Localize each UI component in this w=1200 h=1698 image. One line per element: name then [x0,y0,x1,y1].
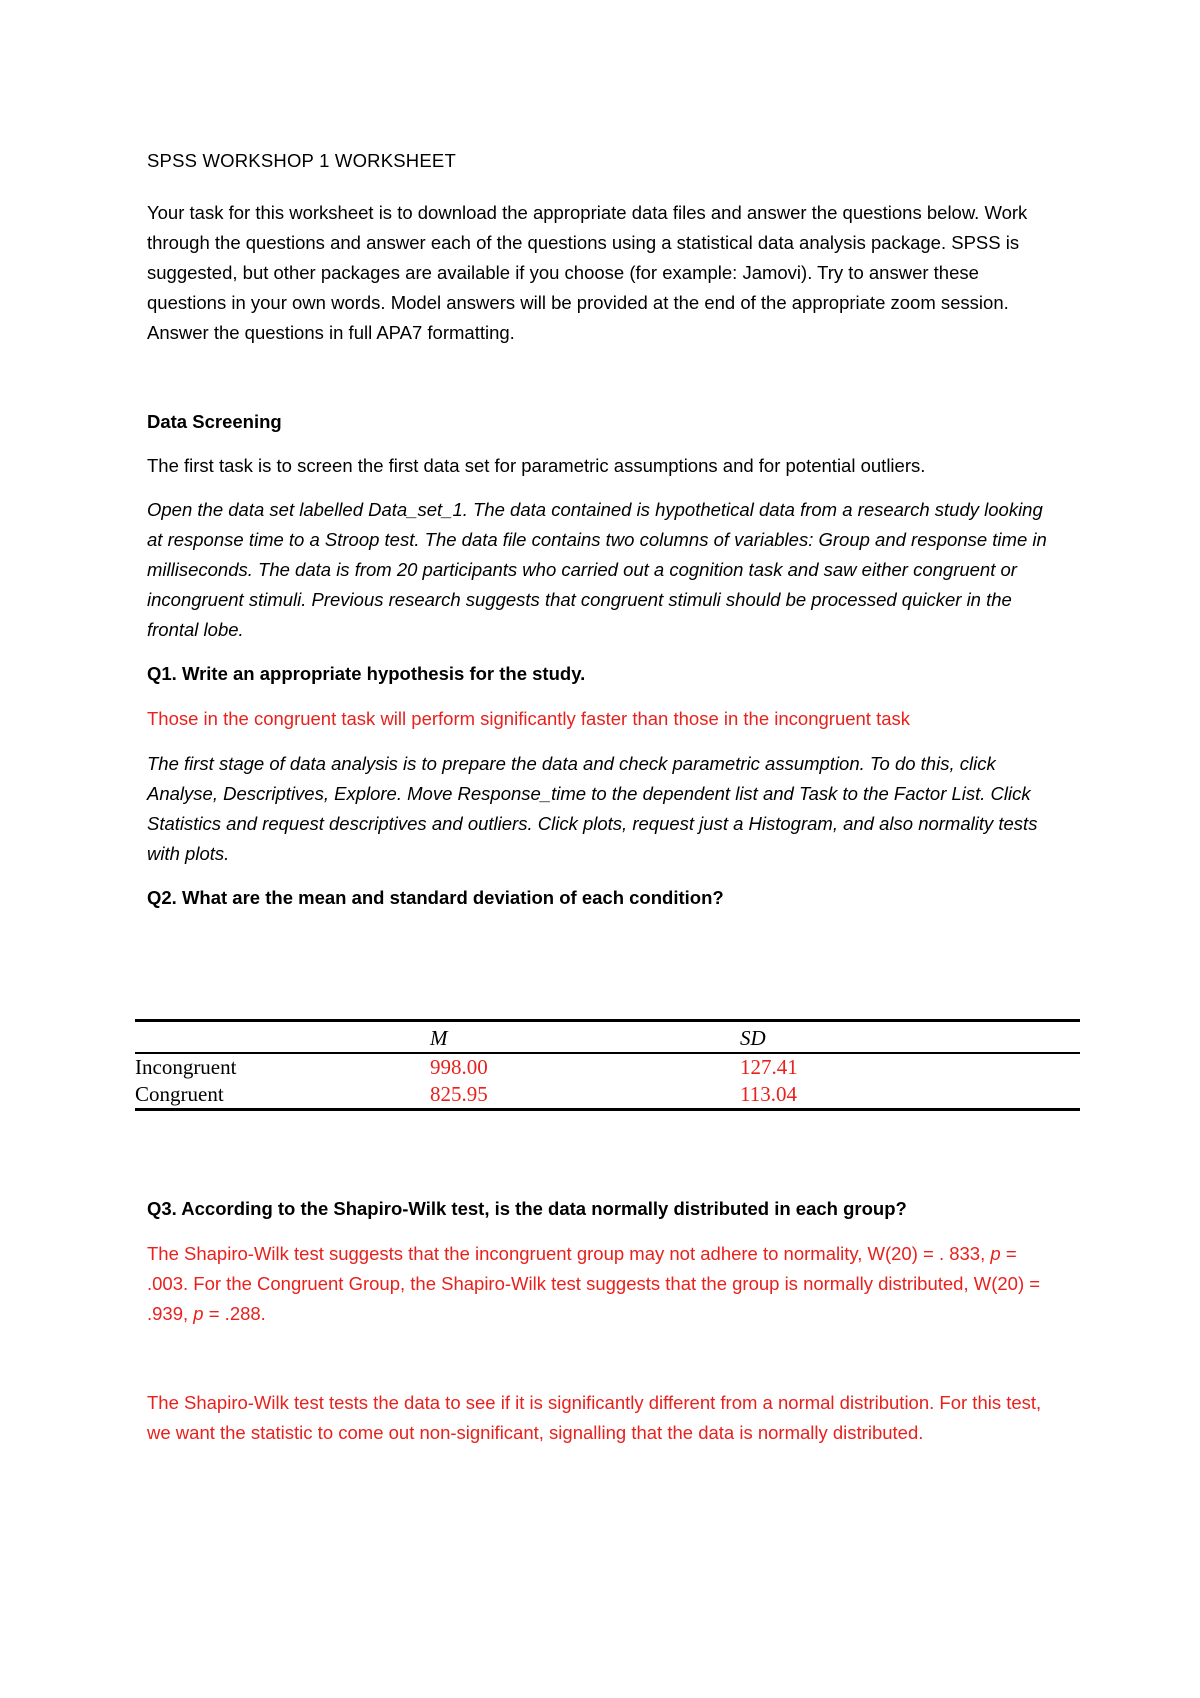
q2-question: Q2. What are the mean and standard deviation of each condition? [147,887,724,908]
table-row [135,1081,1080,1110]
q3-answer-2: The Shapiro-Wilk test tests the data to see if it is significantly different from a normal distribution. For this test, we want the statistic to come out non-significant, signalling that the data is normally distributed. [147,1392,1042,1443]
row-sd: 113.04 [740,1081,1080,1110]
q3-section [147,1194,1052,1448]
intro-paragraph: Your task for this worksheet is to download the appropriate data files and answer the questions below. Work through the questions and answer each of the questions using a statistical data analysis package. SPSS is suggested, but other packages are available if you choose (for example: Jamovi). Try to answer these questions in your own words. Model answers will be provided at the end of the appropriate zoom session. Answer the questions in full APA7 formatting. [147,202,1028,343]
row-label: Congruent [135,1081,430,1110]
q3-answer-1 [147,1239,1052,1329]
task-paragraph: The first task is to screen the first data set for parametric assumptions and for potential outliers. [147,455,926,476]
p-symbol: p [193,1303,204,1324]
row-sd: 127.41 [740,1055,798,1079]
table-header-row [135,1021,1080,1054]
analysis-instructions: The first stage of data analysis is to prepare the data and check parametric assumption. To do this, click Analyse, Descriptives, Explore. Move Response_time to the dependent list and Task to the Factor List. Click Statistics and request descriptives and outliers. Click plots, request just a Histogram, and also normality tests with plots. [147,753,1038,864]
descriptives-table [135,1019,1080,1111]
p-symbol: p [990,1243,1001,1264]
dataset-instructions: Open the data set labelled Data_set_1. The data contained is hypothetical data from a research study looking at response time to a Stroop test. The data file contains two columns of variables: Group and response time in milliseconds. The data is from 20 participants who carried out a cognition task and saw either congruent or incongruent stimuli. Previous research suggests that congruent stimuli should be processed quicker in the frontal lobe. [147,499,1047,640]
row-label: Incongruent [135,1055,237,1079]
table-header-blank [135,1021,430,1054]
row-mean: 998.00 [430,1055,488,1079]
q1-answer: Those in the congruent task will perform significantly faster than those in the incongruent task [147,708,911,729]
q3-question: Q3. According to the Shapiro-Wilk test, is the data normally distributed in each group? [147,1198,907,1219]
q3-answer-1-part-b: = .003. For the Congruent Group, the Shapiro-Wilk test suggests that the group is normally distributed, W(20) = .939, [147,1243,1041,1324]
document-body [147,146,1052,913]
q1-question: Q1. Write an appropriate hypothesis for the study. [147,663,586,684]
table-header-mean: M [430,1021,740,1054]
table-header-sd: SD [740,1021,1080,1054]
row-mean: 825.95 [430,1081,740,1110]
q3-answer-1-part-c: = .288. [203,1303,266,1324]
worksheet-title: SPSS WORKSHOP 1 WORKSHEET [147,150,456,171]
section-heading: Data Screening [147,411,282,432]
q3-answer-1-part-a: The Shapiro-Wilk test suggests that the incongruent group may not adhere to normality, W(20) = . 833, [147,1243,991,1264]
table-row [135,1053,1080,1081]
